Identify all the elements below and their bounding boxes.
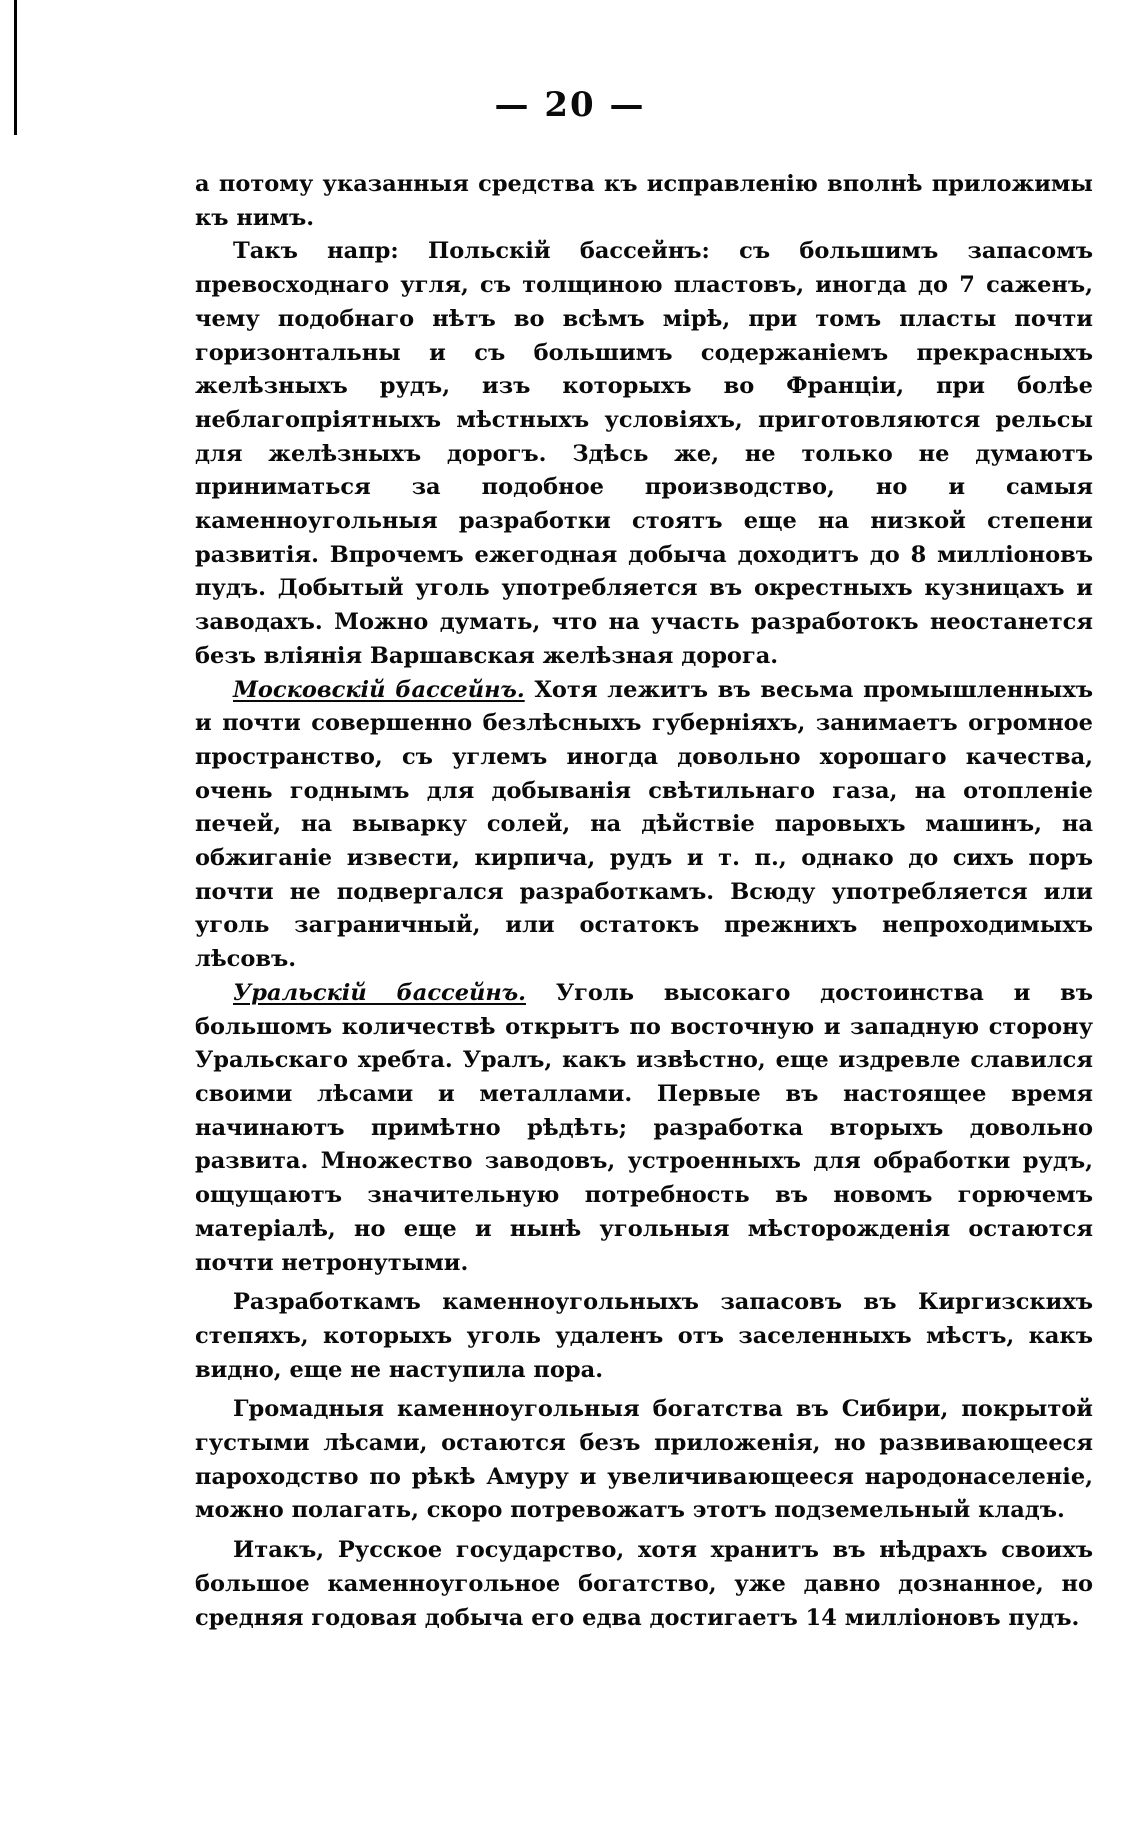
paragraph-text: Разработкамъ каменноугольныхъ запасовъ въ Киргизскихъ степяхъ, которыхъ уголь удаленъ отъ заселенныхъ мѣстъ, какъ видно, еще не наступила пора. <box>195 1289 1093 1383</box>
paragraph-text: а потому указанныя средства къ исправленію вполнѣ приложимы къ нимъ. <box>195 171 1093 231</box>
page-body <box>195 168 1093 1635</box>
paragraph-text: Громадныя каменноугольныя богатства въ Сибири, покрытой густыми лѣсами, остаются безъ приложенія, но развивающееся пароходство по рѣкѣ Амуру и увеличивающееся народонаселеніе, можно полагать, скоро потревожатъ этотъ подземельный кладъ. <box>195 1396 1093 1524</box>
paragraph-continuation <box>195 168 1093 235</box>
paragraph-text: Итакъ, Русское государство, хотя хранитъ въ нѣдрахъ своихъ большое каменноугольное богатство, уже давно дознанное, но средняя годовая добыча его едва достигаетъ 14 милліоновъ пудъ. <box>195 1537 1093 1631</box>
paragraph-text: Уголь высокаго достоинства и въ большомъ количествѣ открытъ по восточную и западную сторону Уральскаго хребта. Уралъ, какъ извѣстно, еще издревле славился своими лѣсами и металлами. Первые въ настоящее время начинаютъ примѣтно рѣдѣть; разработка вторыхъ довольно развита. Множество заводовъ, устроенныхъ для обработки рудъ, ощущаютъ значительную потребность въ новомъ горючемъ матеріалѣ, но еще и нынѣ угольныя мѣсторожденія остаются почти нетронутыми. <box>195 979 1093 1276</box>
paragraph-kirghiz-steppes <box>195 1286 1093 1387</box>
paragraph-siberia <box>195 1393 1093 1528</box>
paragraph-moscow-basin <box>195 674 1093 977</box>
paragraph-text: Такъ напр: Польскій бассейнъ: съ большимъ запасомъ превосходнаго угля, съ толщиною пластовъ, иногда до 7 саженъ, чему подобнаго нѣтъ во всѣмъ мірѣ, при томъ пласты почти горизонтальны и съ большимъ содержаніемъ прекрасныхъ желѣзныхъ рудъ, изъ которыхъ во Франціи, при болѣе неблагопріятныхъ мѣстныхъ условіяхъ, приготовляются рельсы для желѣзныхъ дорогъ. Здѣсь же, не только не думаютъ приниматься за подобное производство, но и самыя каменноугольныя разработки стоятъ еще на низкой степени развитія. Впрочемъ ежегодная добыча доходитъ до 8 милліоновъ пудъ. Добытый уголь употребляется въ окрестныхъ кузницахъ и заводахъ. Можно думать, что на участь разработокъ неостанется безъ вліянія Варшавская желѣзная дорога. <box>195 238 1093 669</box>
page-number: — 20 — <box>494 85 646 125</box>
paragraph-text: Хотя лежитъ въ весьма промышленныхъ и почти совершенно безлѣсныхъ губерніяхъ, занимаетъ огромное пространство, съ углемъ иногда довольно хорошаго качества, очень годнымъ для добыванія свѣтильнаго газа, на отопленіе печей, на выварку солей, на дѣйствіе паровыхъ машинъ, на обжиганіе извести, кирпича, рудъ и т. п., однако до сихъ поръ почти не подвергался разработкамъ. Всюду употребляется или уголь заграничный, или остатокъ прежнихъ непроходимыхъ лѣсовъ. <box>195 676 1093 973</box>
paragraph-conclusion <box>195 1534 1093 1635</box>
paragraph-ural-basin <box>195 977 1093 1280</box>
section-heading-ural: Уральскій бассейнъ. <box>233 979 527 1006</box>
section-heading-moscow: Московскій бассейнъ. <box>233 676 525 703</box>
paragraph-polish-basin <box>195 235 1093 673</box>
